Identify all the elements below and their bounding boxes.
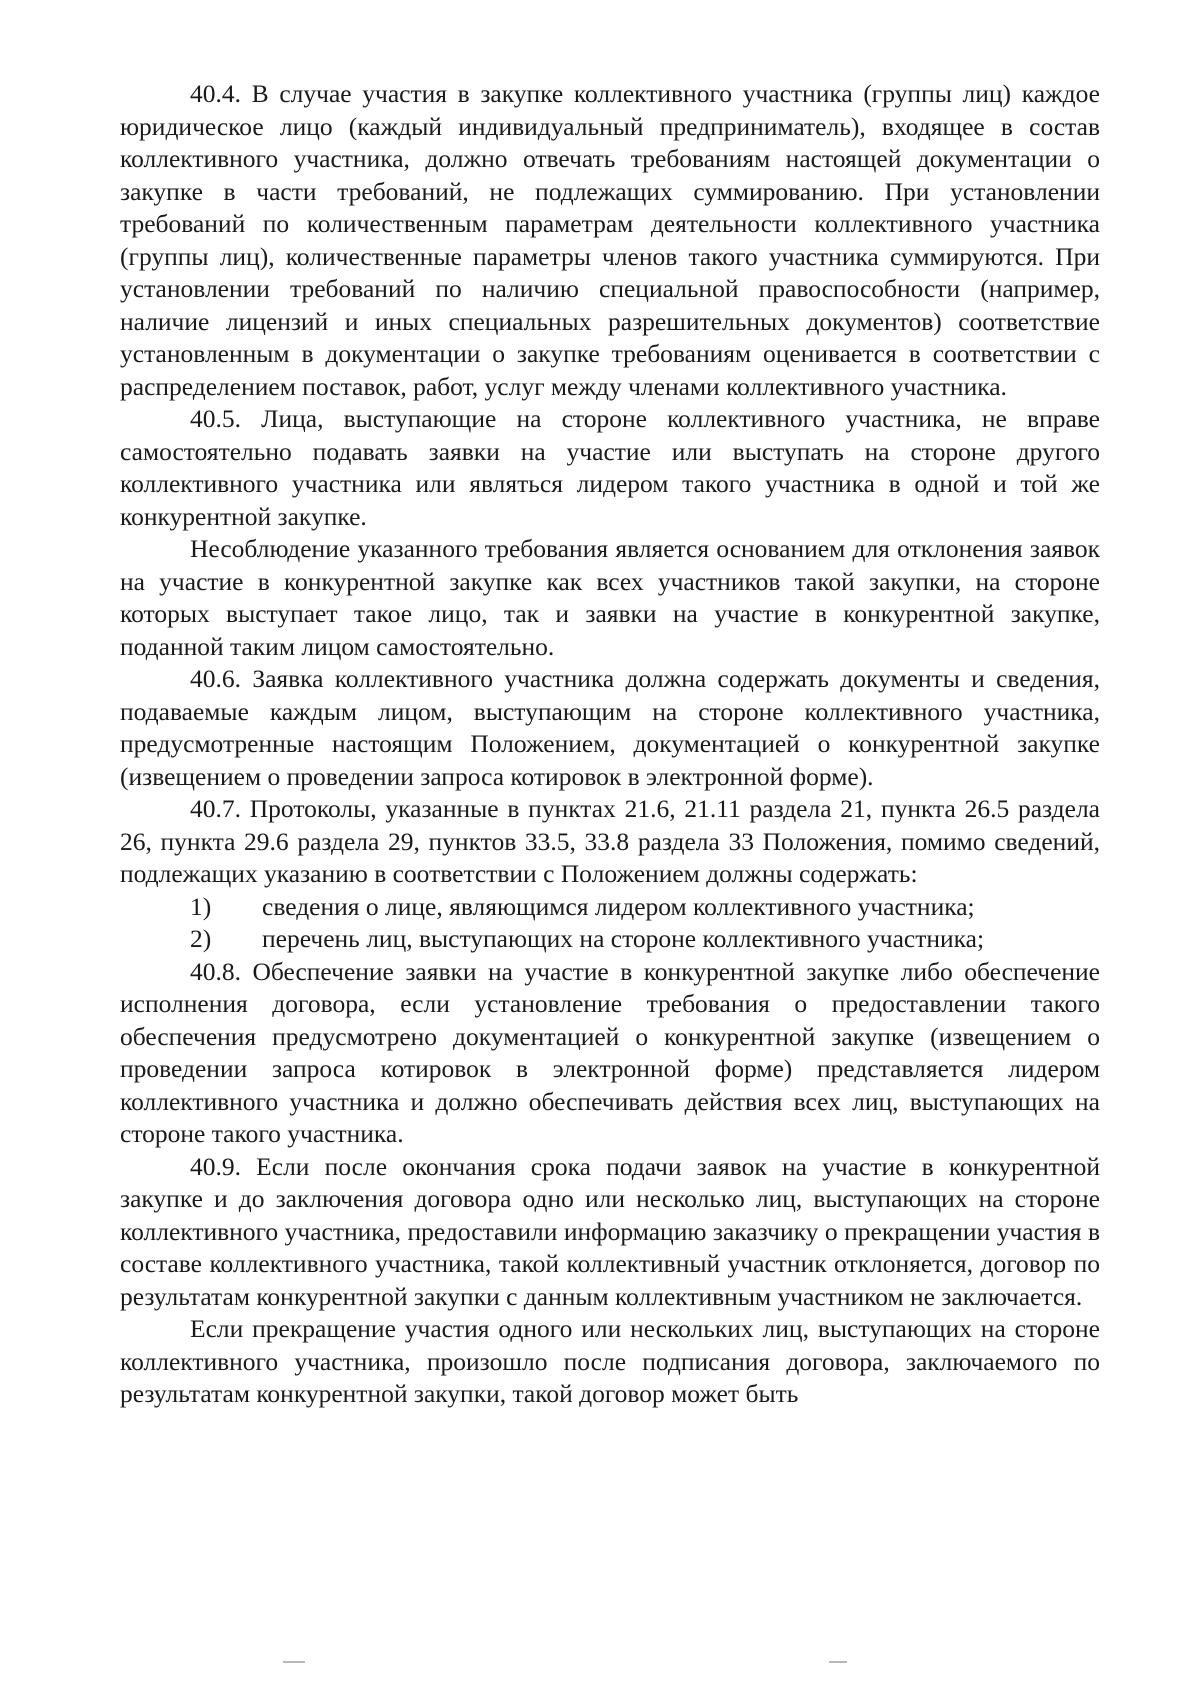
scan-artifact-mark [829,1661,847,1663]
list-item-text: сведения о лице, являющимся лидером коллективного участника; [262,891,975,921]
paragraph-40-9-termination: Если прекращение участия одного или нескольких лиц, выступающих на стороне коллективного участника, произошло после подписания договора, заключаемого по результатам конкурентной закупки, такой договор может быть [120,1314,1100,1408]
list-item-number: 1) [190,891,212,921]
list-item-number: 2) [190,924,212,953]
paragraph-40-8: 40.8. Обеспечение заявки на участие в конкурентной закупке либо обеспечение исполнения договора, если установление требования о предоставлении такого обеспечения предусмотрено документацией о конкурентной закупке (извещением о проведении запроса котировок в электронной форме) представляется лидером коллективного участника и должно обеспечивать действия всех лиц, выступающих на стороне такого участника. [120,956,1100,1148]
document-body [120,78,1100,1411]
list-item [120,891,1100,924]
list-item [120,923,1100,956]
scan-artifact-mark [283,1661,305,1663]
paragraph-40-9: 40.9. Если после окончания срока подачи заявок на участие в конкурентной закупке и до заключения договора одно или несколько лиц, выступающих на стороне коллективного участника, предоставили информацию заказчику о прекращении участия в составе коллективного участника, такой коллективный участник отклоняется, договор по результатам конкурентной закупки с данным коллективным участником не заключается. [120,1151,1100,1311]
paragraph-40-6: 40.6. Заявка коллективного участника должна содержать документы и сведения, подаваемые каждым лицом, выступающим на стороне коллективного участника, предусмотренные настоящим Положением, документацией о конкурентной закупке (извещением о проведении запроса котировок в электронной форме). [120,664,1100,791]
paragraph-40-7: 40.7. Протоколы, указанные в пунктах 21.6, 21.11 раздела 21, пункта 26.5 раздела 26, пункта 29.6 раздела 29, пунктов 33.5, 33.8 раздела 33 Положения, помимо сведений, подлежащих указанию в соответствии с Положением должны содержать: [120,794,1100,888]
paragraph-40-5-noncompliance: Несоблюдение указанного требования является основанием для отклонения заявок на участие в конкурентной закупке как всех участников такой закупки, на стороне которых выступает такое лицо, так и заявки на участие в конкурентной закупке, поданной таким лицом самостоятельно. [120,534,1100,661]
list-item-text: перечень лиц, выступающих на стороне коллективного участника; [262,924,985,953]
paragraph-40-4: 40.4. В случае участия в закупке коллективного участника (группы лиц) каждое юридическое лицо (каждый индивидуальный предприниматель), входящее в состав коллективного участника, должно отвечать требованиям настоящей документации о закупке в части требований, не подлежащих суммированию. При установлении требований по количественным параметрам деятельности коллективного участника (группы лиц), количественные параметры членов такого участника суммируются. При установлении требований по наличию специальной правоспособности (например, наличие лицензий и иных специальных разрешительных документов) соответствие установленным в документации о закупке требованиям оценивается в соответствии с распределением поставок, работ, услуг между членами коллективного участника. [120,79,1100,401]
paragraph-40-5: 40.5. Лица, выступающие на стороне коллективного участника, не вправе самостоятельно подавать заявки на участие или выступать на стороне другого коллективного участника или являться лидером такого участника в одной и той же конкурентной закупке. [120,404,1100,531]
